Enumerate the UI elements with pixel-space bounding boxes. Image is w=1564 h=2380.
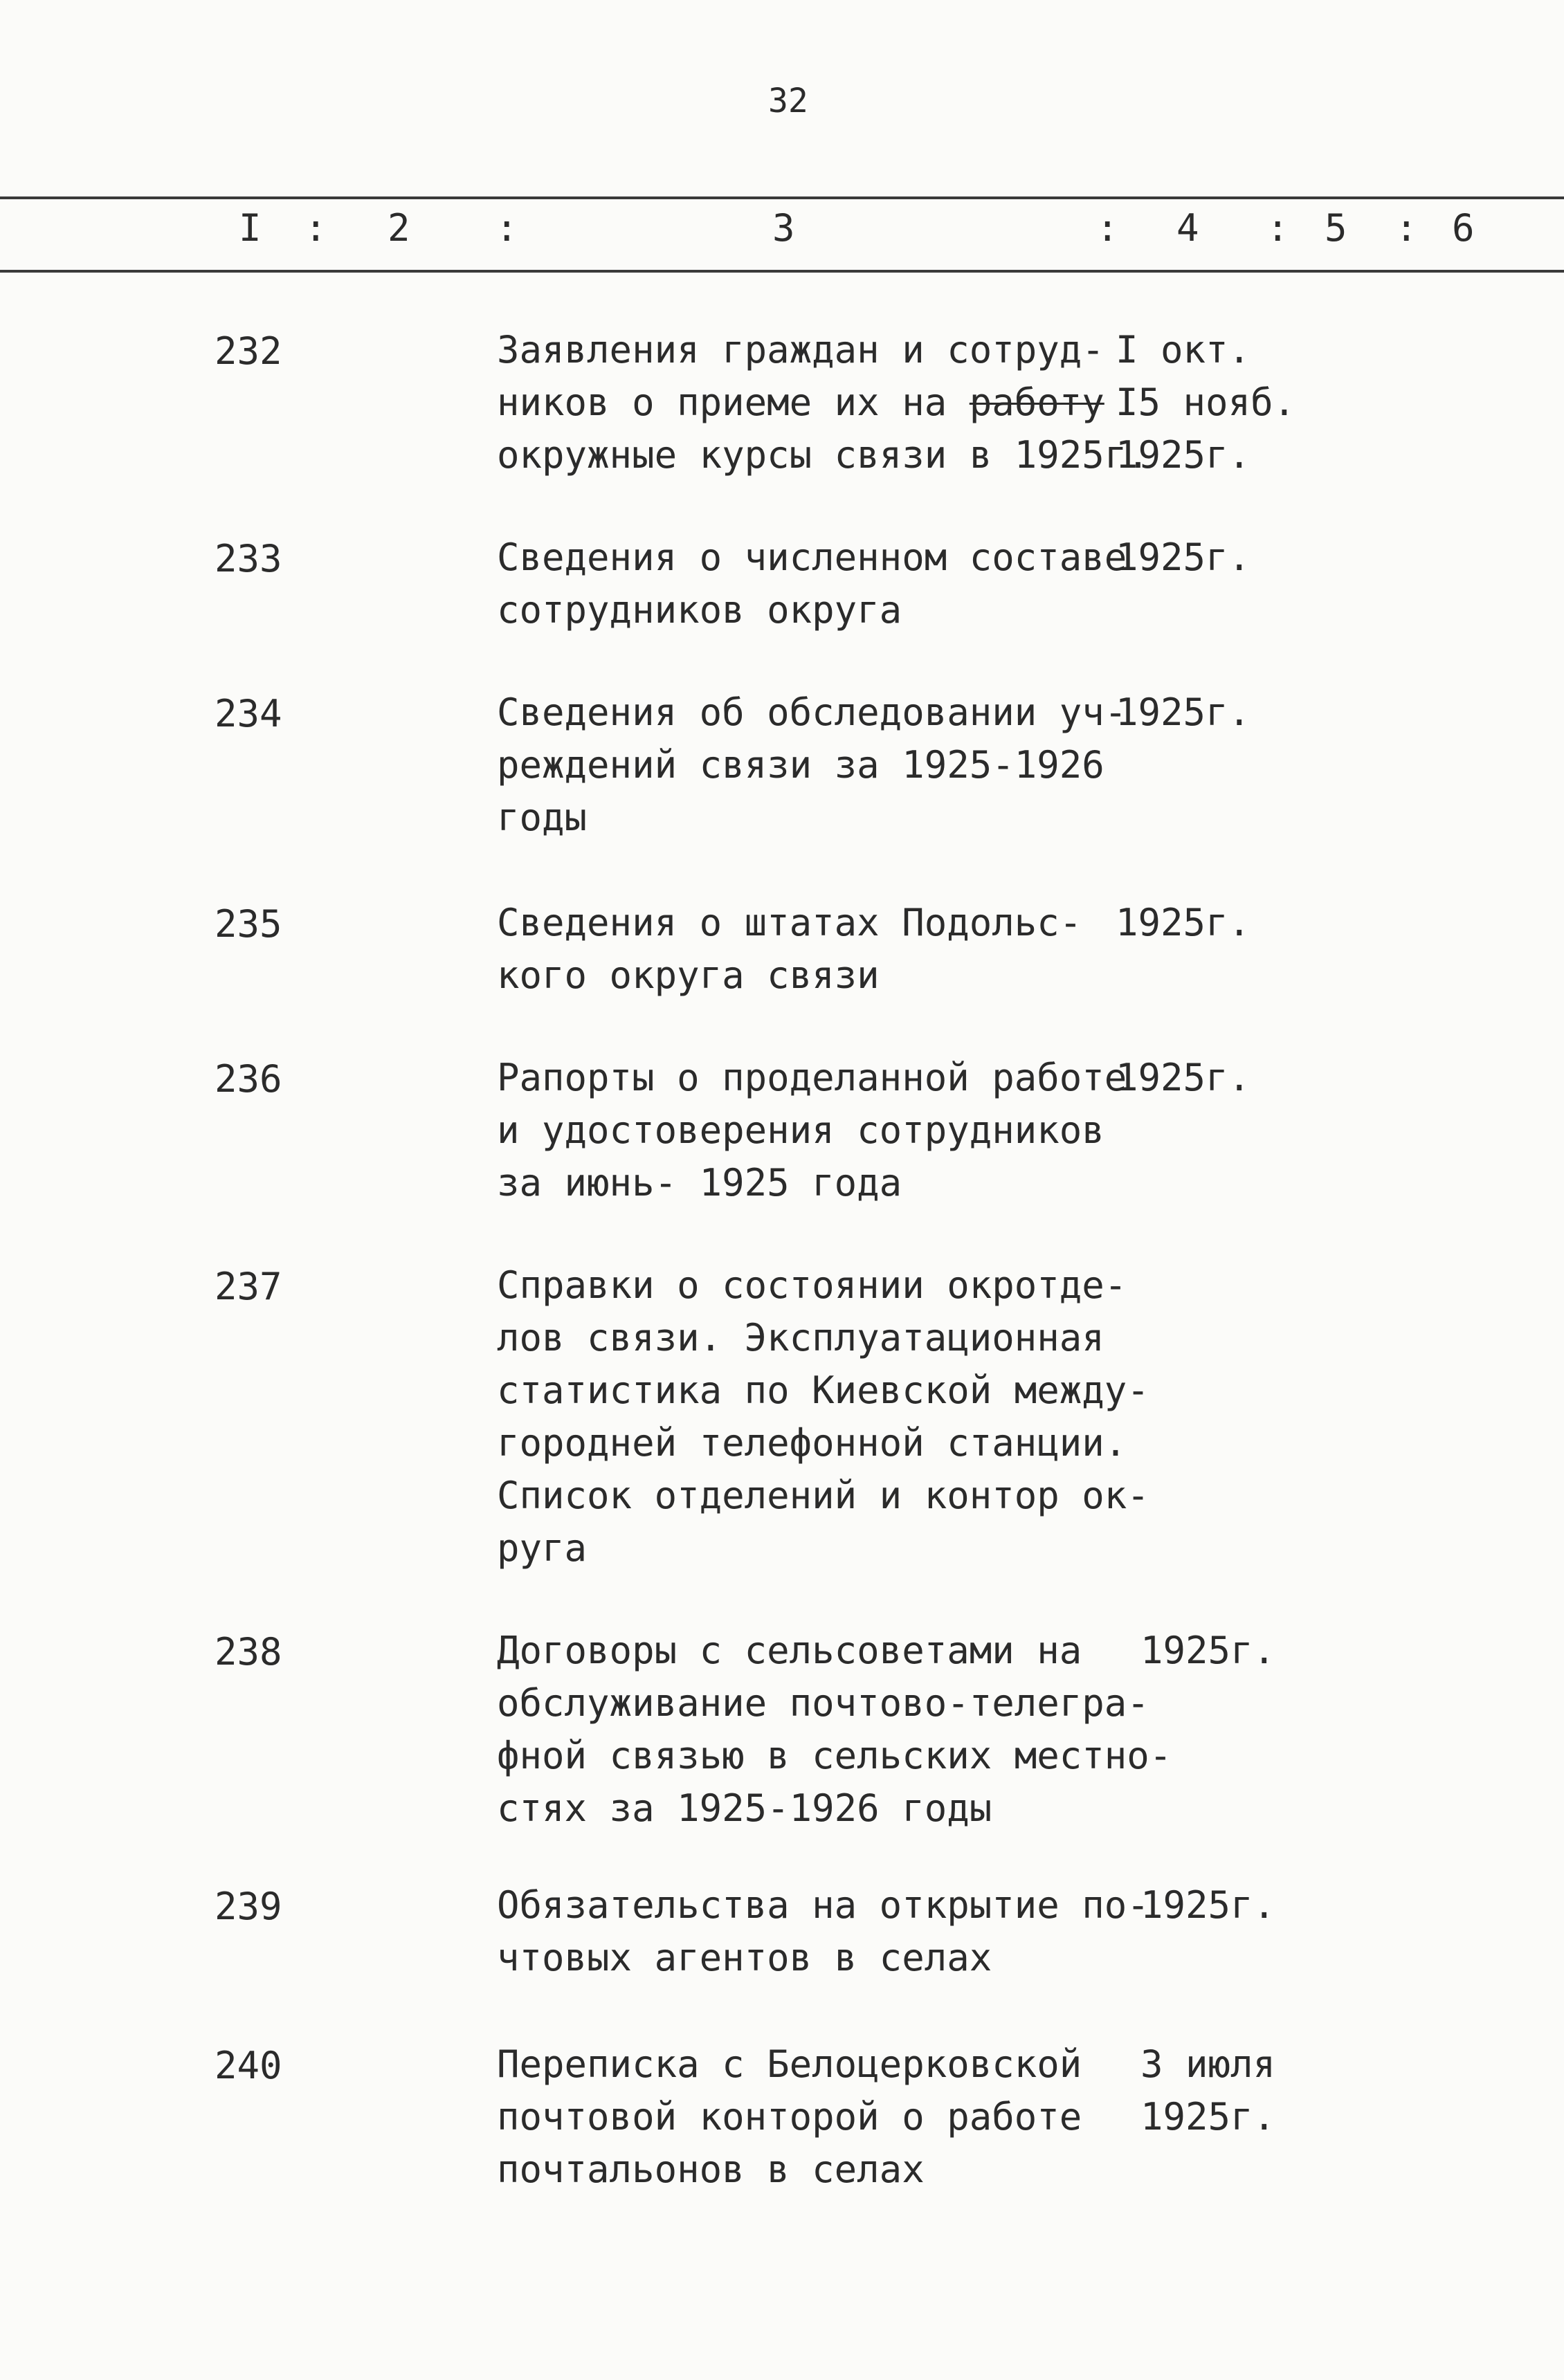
- record-date: [1140, 2038, 1275, 2143]
- title-line: лов связи. Эксплуатационная: [497, 1316, 1104, 1360]
- title-line: окружные курсы связи в 1925г.: [497, 433, 1149, 477]
- record-number: 236: [215, 1057, 282, 1101]
- column-header-6: 6: [1452, 206, 1475, 250]
- title-line: годы: [497, 796, 588, 839]
- column-separator: :: [1266, 206, 1289, 250]
- title-line: почтальонов в селах: [497, 2148, 925, 2191]
- title-line: ников о приеме их на: [497, 381, 970, 424]
- record-date: 1925г.: [1140, 1883, 1276, 1927]
- record-number: 238: [215, 1630, 282, 1674]
- title-line: Сведения о штатах Подольс-: [497, 901, 1082, 944]
- record-date: 1925г.: [1116, 1056, 1251, 1099]
- title-line: Справки о состоянии окротде-: [497, 1263, 1127, 1307]
- record-number: 240: [215, 2044, 282, 2087]
- title-line: Рапорты о проделанной работе: [497, 1056, 1127, 1099]
- title-line: фной связью в сельских местно-: [497, 1734, 1172, 1777]
- title-line: статистика по Киевской между-: [497, 1368, 1149, 1412]
- record-title: [497, 1259, 1149, 1575]
- record-date-year: 1925г.: [1116, 433, 1251, 477]
- record-date: 1925г.: [1116, 690, 1251, 734]
- date-line: I окт.: [1116, 328, 1251, 372]
- record-number: 239: [215, 1885, 282, 1928]
- record-date: 1925г.: [1116, 536, 1251, 579]
- title-line: Заявления граждан и сотруд-: [497, 328, 1104, 372]
- title-line: почтовой конторой о работе: [497, 2095, 1082, 2139]
- record-title: [497, 1879, 1149, 1984]
- title-line: за июнь- 1925 года: [497, 1161, 902, 1205]
- title-line: Договоры с сельсоветами на: [497, 1629, 1082, 1672]
- table-header-rule-top: [0, 196, 1564, 199]
- record-date: 1925г.: [1116, 901, 1251, 944]
- title-line: обслуживание почтово-телегра-: [497, 1681, 1149, 1725]
- column-separator: :: [1096, 206, 1119, 250]
- record-number: 237: [215, 1265, 282, 1308]
- column-header-4: 4: [1176, 206, 1199, 250]
- title-line: Переписка с Белоцерковской: [497, 2042, 1082, 2086]
- title-line: городней телефонной станции.: [497, 1421, 1127, 1465]
- date-line: 3 июля: [1140, 2042, 1276, 2086]
- column-separator: :: [495, 206, 518, 250]
- column-header-5: 5: [1325, 206, 1347, 250]
- title-line: руга: [497, 1526, 588, 1570]
- date-line: 1925г.: [1140, 2095, 1276, 2139]
- table-header-rule-bottom: [0, 270, 1564, 273]
- record-title: [497, 1624, 1172, 1835]
- column-header-3: 3: [772, 206, 795, 250]
- date-line: I5 нояб.: [1116, 381, 1296, 424]
- record-number: 232: [215, 329, 282, 373]
- column-header-1: I: [239, 206, 262, 250]
- column-separator: :: [304, 206, 327, 250]
- title-line: Сведения об обследовании уч-: [497, 690, 1127, 734]
- title-line: сотрудников округа: [497, 588, 902, 632]
- record-number: 233: [215, 537, 282, 580]
- column-separator: :: [1395, 206, 1418, 250]
- title-line: и удостоверения сотрудников: [497, 1108, 1104, 1152]
- record-title: [497, 531, 1134, 637]
- record-title: [497, 686, 1134, 844]
- column-header-2: 2: [388, 206, 410, 250]
- record-title: [497, 1052, 1134, 1209]
- page-number: 32: [768, 82, 808, 120]
- title-line: чтовых агентов в селах: [497, 1936, 992, 1979]
- title-line: Сведения о численном составе: [497, 536, 1127, 579]
- record-number: 235: [215, 902, 282, 946]
- record-title: [497, 324, 1149, 482]
- title-line: Обязательства на открытие по-: [497, 1883, 1149, 1927]
- record-date: 1925г.: [1140, 1629, 1276, 1672]
- title-line: реждений связи за 1925-1926: [497, 743, 1104, 787]
- record-number: 234: [215, 692, 282, 735]
- title-line: стях за 1925-1926 годы: [497, 1786, 992, 1830]
- record-date: [1116, 324, 1295, 429]
- record-title: [497, 897, 1134, 1002]
- title-line: Список отделений и контор ок-: [497, 1474, 1149, 1517]
- record-title: [497, 2038, 1134, 2196]
- title-line: кого округа связи: [497, 953, 880, 997]
- struck-word: работу: [969, 381, 1104, 424]
